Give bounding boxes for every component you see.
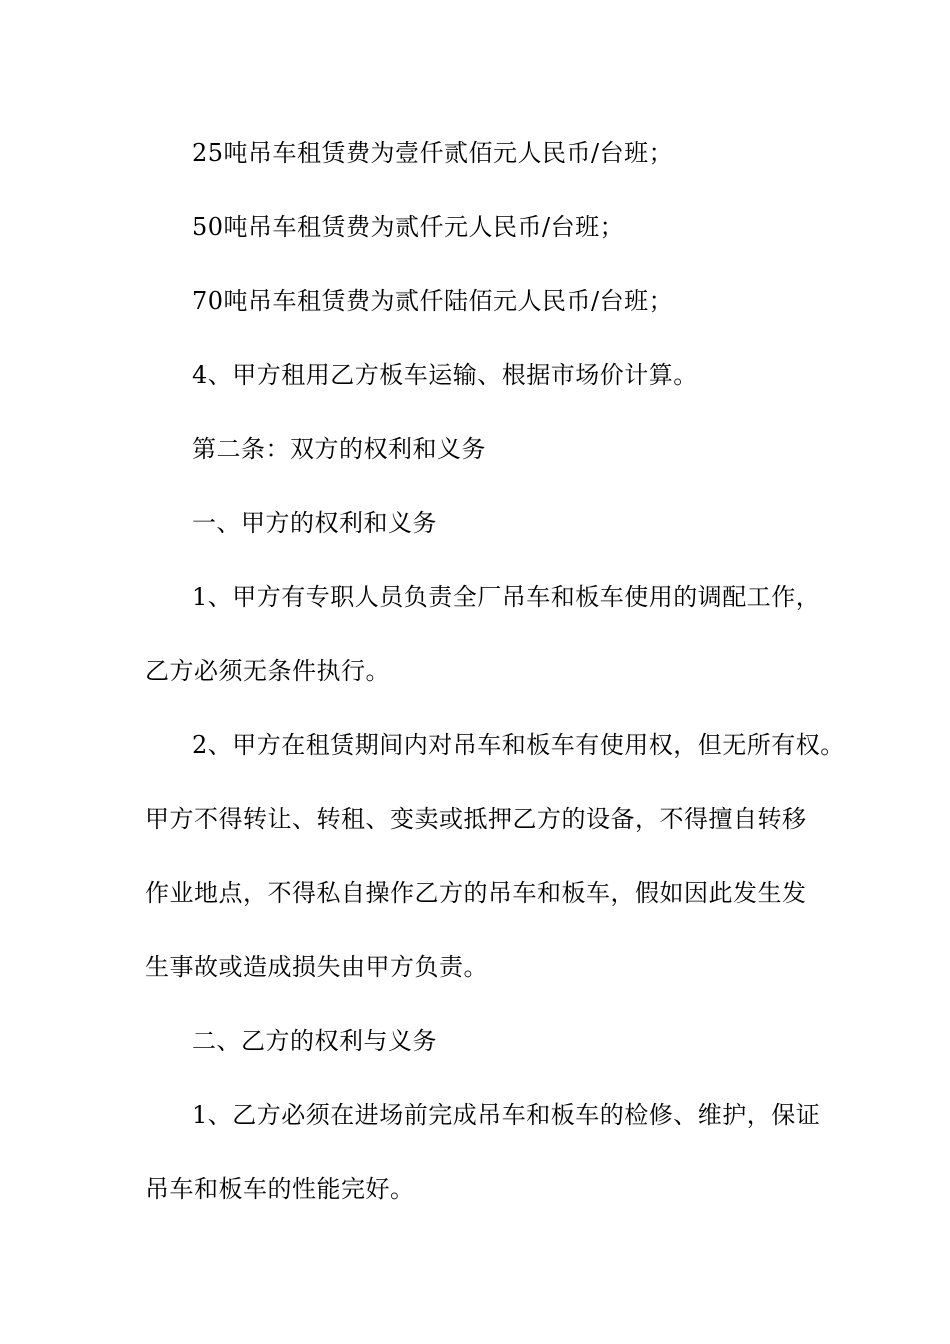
paragraph-party-a-item-2: 2、甲方在租赁期间内对吊车和板车有使用权，但无所有权。: [192, 731, 845, 759]
paragraph-party-a-item-1: 1、甲方有专职人员负责全厂吊车和板车使用的调配工作，: [192, 583, 821, 611]
paragraph-party-a-item-1-cont: 乙方必须无条件执行。: [145, 657, 390, 685]
section-heading-article-2: 第二条：双方的权利和义务: [192, 435, 486, 463]
paragraph-party-a-item-2-cont-1: 甲方不得转让、转租、变卖或抵押乙方的设备，不得擅自转移: [145, 805, 807, 833]
text-line-crane-70t-fee: 70吨吊车租赁费为贰仟陆佰元人民币/台班；: [192, 287, 674, 315]
paragraph-party-a-item-2-cont-3: 生事故或造成损失由甲方负责。: [145, 953, 488, 981]
paragraph-party-b-item-1: 1、乙方必须在进场前完成吊车和板车的检修、维护，保证: [192, 1101, 821, 1129]
text-line-crane-50t-fee: 50吨吊车租赁费为贰仟元人民币/台班；: [192, 213, 625, 241]
subsection-heading-party-b: 二、乙方的权利与义务: [192, 1027, 437, 1055]
paragraph-party-b-item-1-cont: 吊车和板车的性能完好。: [145, 1175, 415, 1203]
text-line-crane-25t-fee: 25吨吊车租赁费为壹仟贰佰元人民币/台班；: [192, 139, 674, 167]
paragraph-party-a-item-2-cont-2: 作业地点，不得私自操作乙方的吊车和板车，假如因此发生发: [145, 879, 807, 907]
text-line-flatbed-transport: 4、甲方租用乙方板车运输、根据市场价计算。: [192, 361, 698, 389]
subsection-heading-party-a: 一、甲方的权利和义务: [192, 509, 437, 537]
